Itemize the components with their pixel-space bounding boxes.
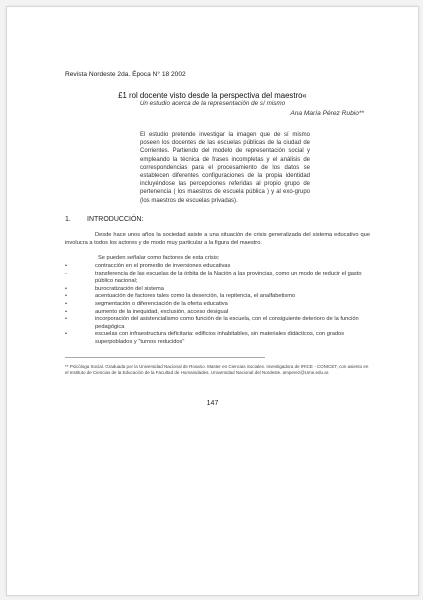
article-title: £1 rol docente visto desde la perspectiva del maestro« (118, 91, 307, 100)
abstract: El estudio pretende investigar la imagen que de sí mismo poseen los docentes de las escuelas públicas de la ciudad de Corrientes. Partiendo del modelo de representación social y empleando la técnica de frases incompletas y el análisis de correspondencias para el procesamiento de los datos se establecen diferentes configuraciones de la propia identidad incluyéndose las percepciones referidas al propio grupo de pertenencia ( los maestros de escuela pública ) y al exo-grupo (los maestros de escuelas privadas). (140, 132, 310, 204)
list-item (65, 263, 375, 271)
list-item-text: burocratización del sistema (95, 285, 164, 292)
section-title: INTRODUCCIÓN: (87, 216, 144, 223)
list-item (65, 286, 375, 294)
document-page (6, 6, 419, 596)
bullet-marker: • (65, 263, 67, 269)
section-number: 1. (65, 216, 71, 223)
bullet-marker: • (65, 300, 67, 307)
list-item (65, 293, 375, 301)
list-item-text: incorporación del asistencialismo como función de la escuela, con el consiguiente deterioro de la función pedagógica (95, 316, 359, 330)
intro-paragraph: Desde hace unos años la sociedad asiste a una situación de crisis generalizada del sistema educativo que involucra a todos los actores y de modo muy particular a la figura del maestro. (65, 232, 370, 246)
bullet-marker: - (65, 270, 67, 277)
author-footnote: ** Psicóloga Social. Graduada por la Universidad Nacional de Rosario. Master en Ciencias Sociales. Investigadora de IRICE - CONICET, con asiento en el Instituto de Ciencias de la Educación de la Facultad de Humanidades, Universidad Nacional del Nordeste. amperez@Ume.edu.ar. (65, 364, 369, 376)
article-subtitle: Un estudio acerca de la representación de sí mismo (139, 100, 286, 107)
list-item-text: transferencia de las escuelas de la órbita de la Nación a las provincias, como un modo de reducir el gasto público nacional; (95, 270, 362, 285)
list-item (65, 271, 375, 286)
footnote-divider (65, 357, 265, 358)
list-item (65, 309, 375, 317)
section-heading (65, 216, 143, 223)
bullet-marker: • (65, 316, 67, 323)
list-item-text: aumento de la inequidad, exclusión, acceso desigual (95, 308, 229, 315)
list-item-text: escuelas con infraestructura deficitaria: edificios inhabitables, sin materiales didácticos, con grados superpoblados y "turnos reducidos" (95, 331, 345, 345)
list-item (65, 331, 375, 346)
journal-header: Revista Nordeste 2da. Época N° 18 2002 (65, 71, 186, 78)
list-item-text: segmentación o diferenciación de la oferta educativa (95, 300, 228, 307)
factors-lead: Se pueden señalar como factores de esta crisis: (98, 255, 220, 261)
bullet-marker: • (65, 293, 67, 300)
bullet-marker: • (65, 285, 67, 292)
list-item-text: acentuación de factores tales como la deserción, la repitencia, el analfabetismo (95, 293, 296, 300)
bullet-marker: • (65, 308, 67, 315)
bullet-marker: • (65, 331, 67, 338)
list-item-text: contracción en el promedio de inversiones educativas (95, 263, 231, 269)
factors-list (65, 263, 375, 347)
author-name: Ana María Pérez Rubio** (290, 110, 364, 117)
list-item (65, 316, 375, 331)
page-number: 147 (206, 400, 219, 407)
list-item (65, 301, 375, 309)
